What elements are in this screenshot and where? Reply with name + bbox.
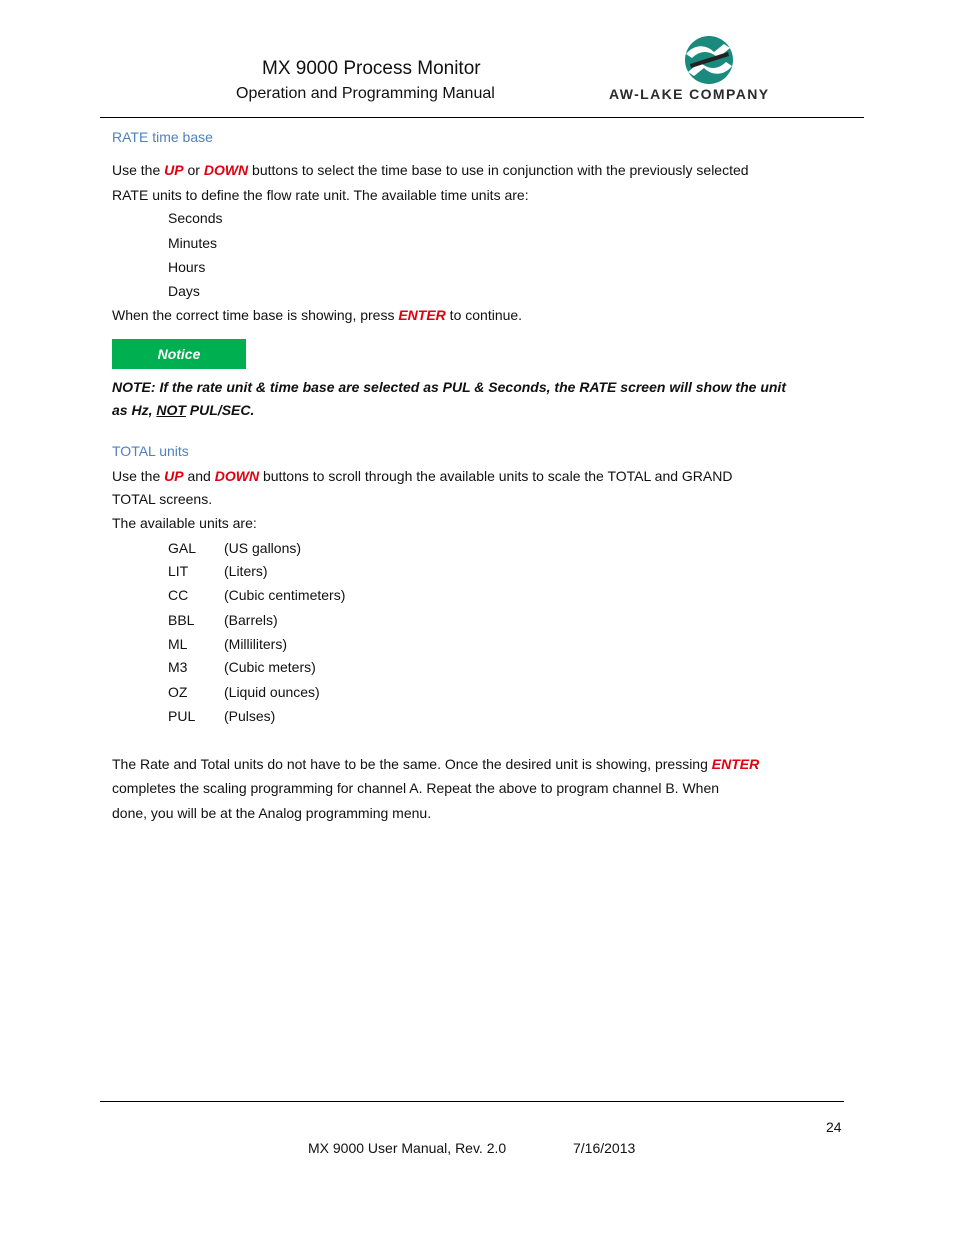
keyword-down: DOWN bbox=[203, 162, 249, 178]
unit-code: LIT bbox=[168, 563, 189, 579]
company-logo-text: AW-LAKE COMPANY bbox=[609, 86, 770, 102]
unit-code: CC bbox=[168, 587, 189, 603]
text-span: and bbox=[183, 468, 215, 484]
total-paragraph-line-1 bbox=[112, 464, 732, 488]
footer-rule bbox=[100, 1101, 844, 1102]
unit-description: (Liquid ounces) bbox=[224, 684, 320, 700]
rate-paragraph-line-2: RATE units to define the flow rate unit. The available time units are: bbox=[112, 187, 529, 203]
rate-section-title: RATE time base bbox=[112, 129, 213, 145]
text-span: The Rate and Total units do not have to be the same. Once the desired unit is showing, pressing bbox=[112, 756, 712, 772]
text-span: buttons to scroll through the available units to scale the TOTAL and GRAND bbox=[259, 468, 733, 484]
aw-lake-logo-icon bbox=[680, 34, 738, 86]
note-line-2 bbox=[112, 399, 254, 422]
keyword-enter: ENTER bbox=[398, 307, 446, 323]
text-span: When the correct time base is showing, press bbox=[112, 307, 399, 323]
unit-description: (Barrels) bbox=[224, 612, 278, 628]
unit-code: M3 bbox=[168, 659, 188, 675]
footer-date: 7/16/2013 bbox=[573, 1140, 636, 1156]
text-span: Use the bbox=[112, 468, 165, 484]
manual-title: MX 9000 Process Monitor bbox=[262, 58, 481, 79]
total-paragraph-line-2: TOTAL screens. bbox=[112, 491, 213, 507]
text-span: or bbox=[183, 162, 204, 178]
page-number: 24 bbox=[826, 1119, 842, 1135]
underlined-not: NOT bbox=[156, 402, 186, 418]
text-span: as Hz, bbox=[112, 402, 157, 418]
footer-manual-name: MX 9000 User Manual, Rev. 2.0 bbox=[308, 1140, 507, 1156]
closing-line-2: completes the scaling programming for channel A. Repeat the above to program channel B. When bbox=[112, 780, 720, 796]
keyword-up: UP bbox=[164, 468, 184, 484]
unit-description: (Liters) bbox=[224, 563, 268, 579]
unit-code: OZ bbox=[168, 684, 188, 700]
manual-subtitle: Operation and Programming Manual bbox=[236, 85, 495, 102]
header-rule bbox=[100, 117, 864, 118]
text-span: Use the bbox=[112, 162, 165, 178]
closing-line-1 bbox=[112, 752, 759, 776]
unit-code: BBL bbox=[168, 612, 195, 628]
keyword-down: DOWN bbox=[214, 468, 260, 484]
available-units-label: The available units are: bbox=[112, 515, 257, 531]
notice-badge: Notice bbox=[112, 339, 246, 369]
unit-description: (Pulses) bbox=[224, 708, 276, 724]
rate-paragraph-line-1 bbox=[112, 158, 749, 182]
text-span: PUL/SEC. bbox=[185, 402, 255, 418]
time-unit-item: Minutes bbox=[168, 235, 218, 251]
note-line-1: NOTE: If the rate unit & time base are selected as PUL & Seconds, the RATE screen will show the unit bbox=[112, 379, 786, 395]
rate-continue-line bbox=[112, 303, 522, 327]
total-section-title: TOTAL units bbox=[112, 443, 189, 459]
closing-line-3: done, you will be at the Analog programming menu. bbox=[112, 805, 432, 821]
text-span: to continue. bbox=[445, 307, 523, 323]
unit-code: PUL bbox=[168, 708, 196, 724]
text-span: buttons to select the time base to use in conjunction with the previously selected bbox=[248, 162, 749, 178]
keyword-up: UP bbox=[164, 162, 184, 178]
unit-description: (US gallons) bbox=[224, 540, 302, 556]
time-unit-item: Hours bbox=[168, 259, 206, 275]
keyword-enter: ENTER bbox=[711, 756, 760, 772]
unit-description: (Cubic meters) bbox=[224, 659, 316, 675]
unit-description: (Milliliters) bbox=[224, 636, 287, 652]
unit-code: ML bbox=[168, 636, 188, 652]
time-unit-item: Days bbox=[168, 283, 200, 299]
unit-code: GAL bbox=[168, 540, 197, 556]
time-unit-item: Seconds bbox=[168, 210, 223, 226]
unit-description: (Cubic centimeters) bbox=[224, 587, 346, 603]
